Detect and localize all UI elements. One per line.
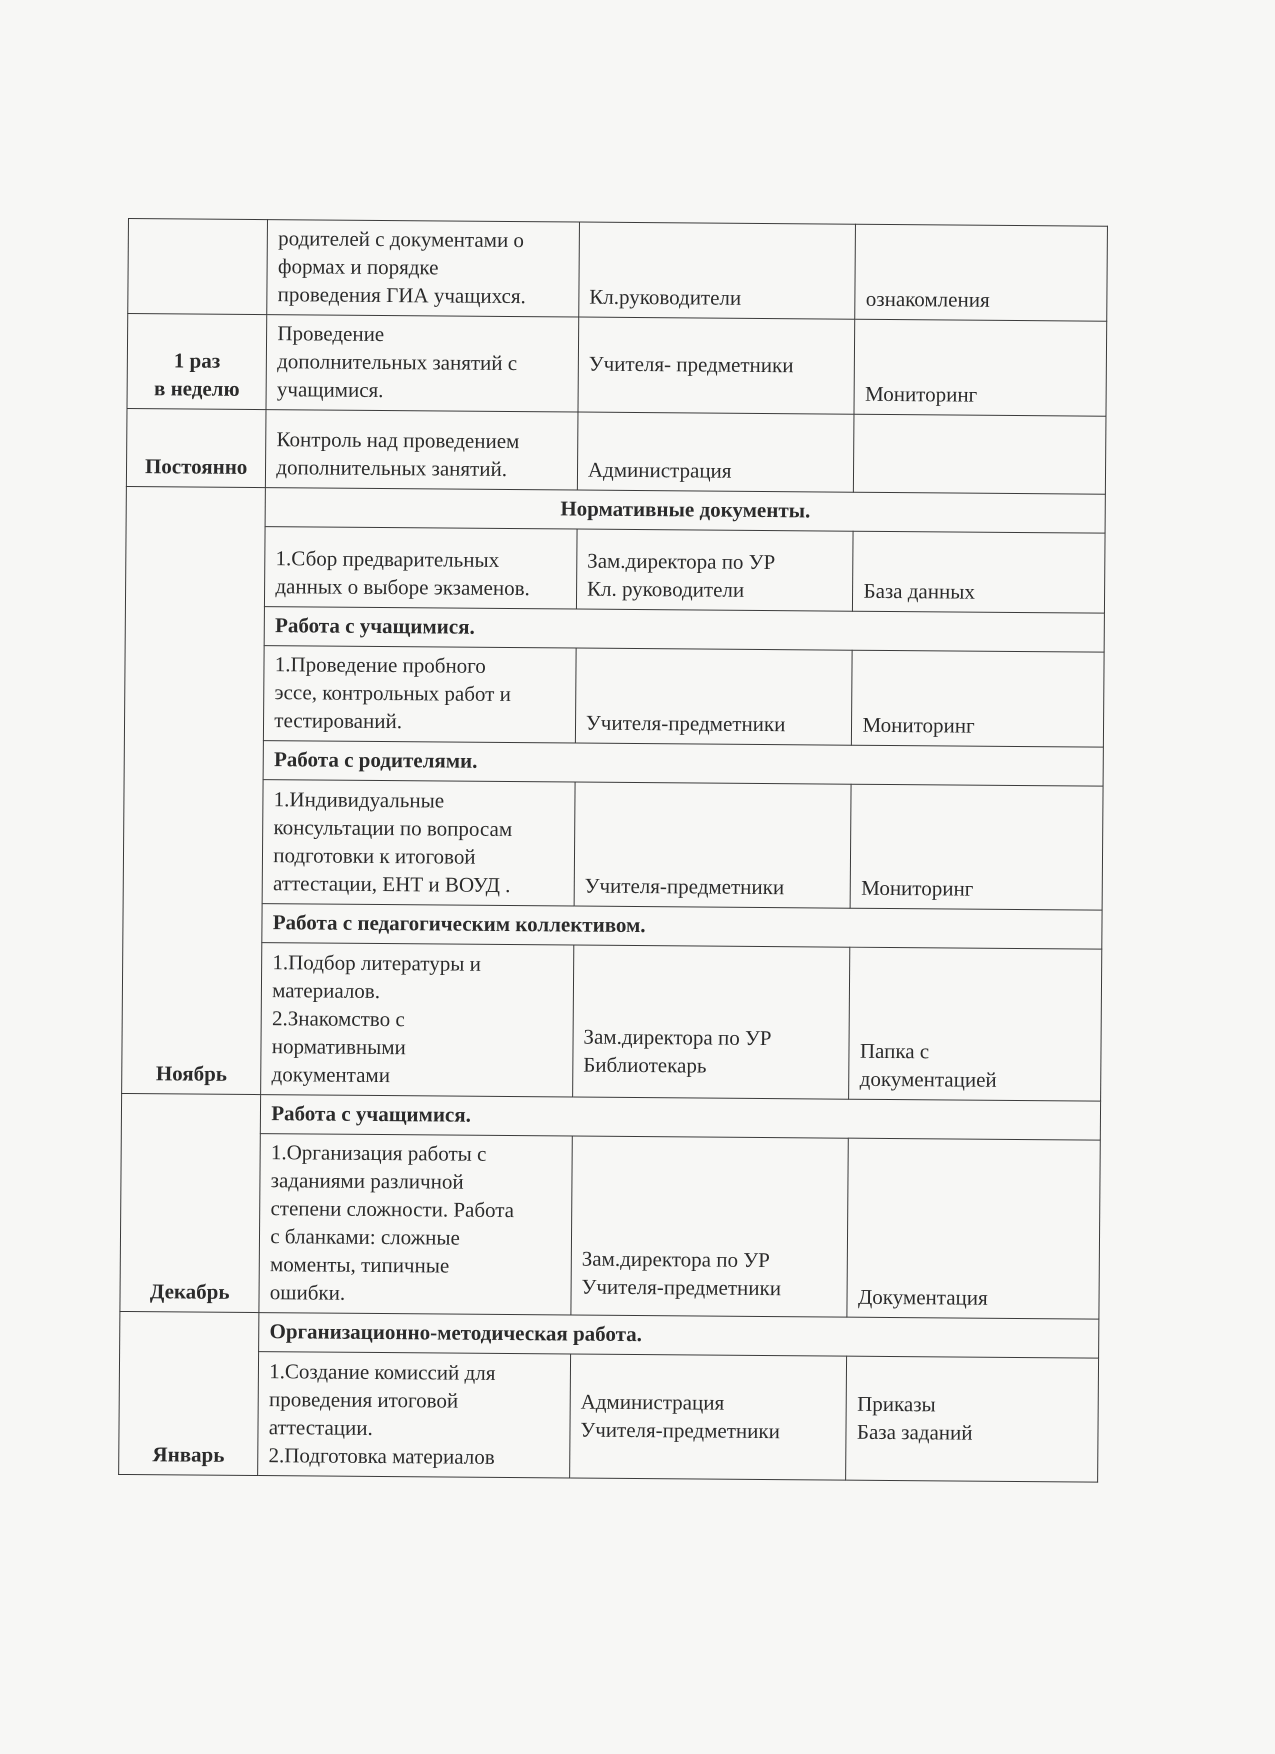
- responsible-cell: Зам.директора по УР Библиотекарь: [573, 945, 851, 1099]
- result-cell: Мониторинг: [852, 650, 1104, 747]
- table-row: [119, 1350, 1099, 1482]
- section-heading: Работа с учащимися.: [261, 1095, 1101, 1141]
- time-cell: [128, 219, 268, 315]
- table-row: [124, 644, 1104, 747]
- event-cell: 1.Индивидуальные консультации по вопросам подготовки к итоговой аттестации, ЕНТ и ВОУД .: [262, 780, 575, 906]
- result-cell: Мониторинг: [851, 784, 1103, 910]
- event-cell: родителей с документами о формах и порядке проведения ГИА учащихся.: [267, 220, 579, 317]
- event-cell: 1.Сбор предварительных данных о выборе экзаменов.: [265, 527, 577, 609]
- event-cell: Контроль над проведением дополнительных занятий.: [266, 410, 578, 490]
- responsible-cell: Учителя-предметники: [575, 648, 852, 745]
- result-cell: ознакомления: [855, 224, 1107, 321]
- section-heading: Нормативные документы.: [265, 488, 1105, 534]
- table-row: [128, 219, 1108, 322]
- event-cell: 1.Организация работы с заданиями различной степени сложности. Работа с бланками: сложные моменты, типичные ошибки.: [259, 1134, 572, 1315]
- responsible-cell: Администрация: [577, 412, 854, 492]
- event-cell: Проведение дополнительных занятий с учащимися.: [266, 315, 578, 412]
- table-row: [127, 314, 1107, 417]
- responsible-cell: Кл.руководители: [579, 222, 856, 319]
- table-row: [125, 525, 1105, 613]
- responsible-cell: Зам.директора по УР Кл. руководители: [576, 529, 853, 611]
- month-cell-january: Январь: [119, 1311, 260, 1475]
- result-cell: Документация: [847, 1138, 1100, 1319]
- table-row: [123, 778, 1103, 910]
- result-cell: Приказы База заданий: [846, 1356, 1098, 1482]
- month-cell-december: Декабрь: [120, 1093, 261, 1312]
- result-cell: [854, 414, 1106, 494]
- time-cell: 1 раз в неделю: [127, 314, 267, 410]
- table-row: [122, 941, 1102, 1101]
- responsible-cell: Учителя-предметники: [574, 782, 852, 908]
- responsible-cell: Учителя- предметники: [578, 317, 855, 414]
- section-heading: Работа с педагогическим коллективом.: [262, 904, 1102, 950]
- table-row: [126, 408, 1106, 494]
- time-cell: Постоянно: [126, 408, 266, 487]
- section-heading: Работа с учащимися.: [264, 607, 1104, 653]
- section-heading: Работа с родителями.: [263, 741, 1103, 787]
- event-cell: 1.Создание комиссий для проведения итоговой аттестации. 2.Подготовка материалов: [258, 1352, 571, 1478]
- responsible-cell: Зам.директора по УР Учителя-предметники: [571, 1136, 849, 1317]
- section-heading: Организационно-методическая работа.: [259, 1313, 1099, 1359]
- event-cell: 1.Проведение пробного эссе, контрольных работ и тестирований.: [264, 646, 576, 743]
- event-cell: 1.Подбор литературы и материалов. 2.Знакомство с нормативными документами: [261, 943, 574, 1097]
- result-cell: Мониторинг: [854, 319, 1106, 416]
- responsible-cell: Администрация Учителя-предметники: [570, 1354, 848, 1480]
- exam-preparation-plan-table: [118, 218, 1108, 1483]
- result-cell: Папка с документацией: [849, 947, 1102, 1101]
- month-cell-november: Ноябрь: [122, 486, 266, 1094]
- result-cell: База данных: [853, 531, 1105, 613]
- table-row: [120, 1132, 1100, 1319]
